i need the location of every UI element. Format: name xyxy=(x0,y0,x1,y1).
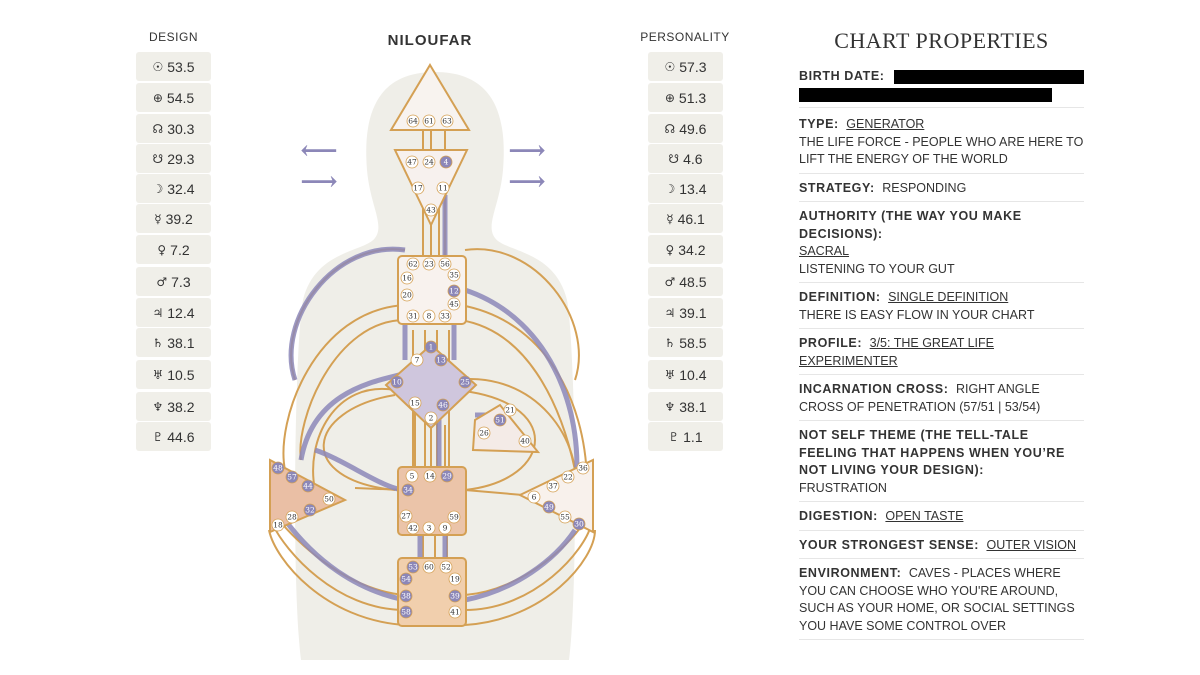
planet-row xyxy=(136,422,211,451)
gate-number: 12 xyxy=(449,286,459,296)
planet-value: 39.2 xyxy=(165,210,193,227)
planet-value: 58.5 xyxy=(679,334,707,351)
redacted-block xyxy=(894,70,1084,84)
gate-number: 20 xyxy=(402,290,412,300)
planet-row xyxy=(136,235,211,264)
incarnation-cross-label: INCARNATION CROSS: xyxy=(799,382,949,396)
strategy-value: RESPONDING xyxy=(882,180,967,195)
strategy-label: STRATEGY: xyxy=(799,180,875,195)
planet-row xyxy=(648,144,723,173)
gate-number: 45 xyxy=(449,299,459,309)
bodygraph xyxy=(255,20,615,660)
pluto-icon: ♇ xyxy=(668,429,680,444)
gate-number: 60 xyxy=(424,562,434,572)
profile-label: PROFILE: xyxy=(799,336,863,350)
environment-label: ENVIRONMENT: xyxy=(799,566,902,580)
sun-icon: ☉ xyxy=(664,59,676,74)
arrow-right-icon: ⟶ xyxy=(508,136,546,166)
planet-value: 38.1 xyxy=(679,398,707,415)
planet-value: 54.5 xyxy=(166,89,195,106)
gate-number: 33 xyxy=(440,311,450,321)
jupiter-icon: ♃ xyxy=(152,305,164,320)
definition-row xyxy=(799,283,1084,329)
gate-number: 28 xyxy=(287,512,297,522)
definition-description: THERE IS EASY FLOW IN YOUR CHART xyxy=(799,307,1035,322)
design-title: DESIGN xyxy=(148,30,198,44)
authority-link[interactable]: SACRAL xyxy=(799,244,850,258)
gate-number: 29 xyxy=(442,471,452,481)
gate-number: 49 xyxy=(544,502,554,512)
chart-properties-panel xyxy=(799,28,1084,640)
gate-number: 54 xyxy=(401,574,411,584)
planet-row xyxy=(648,392,723,421)
gate-number: 46 xyxy=(438,400,448,410)
jupiter-icon: ♃ xyxy=(664,305,676,320)
authority-label: AUTHORITY (THE WAY YOU MAKE DECISIONS): xyxy=(799,209,1022,241)
not-self-row xyxy=(799,421,1084,502)
gate-number: 25 xyxy=(460,377,470,387)
planet-value: 30.3 xyxy=(167,120,195,137)
earth-icon: ⊕ xyxy=(664,90,675,105)
planet-value: 34.2 xyxy=(678,241,706,258)
gate-number: 59 xyxy=(449,512,459,522)
planet-value: 1.1 xyxy=(683,428,703,445)
gate-number: 9 xyxy=(442,523,448,533)
not-self-value: FRUSTRATION xyxy=(799,480,887,495)
gate-number: 19 xyxy=(450,574,460,584)
planet-value: 48.5 xyxy=(679,273,707,290)
personality-title: PERSONALITY xyxy=(640,30,730,44)
birth-date-label: BIRTH DATE: xyxy=(799,69,885,83)
gate-number: 14 xyxy=(425,471,435,481)
digestion-label: DIGESTION: xyxy=(799,509,878,523)
gate-number: 51 xyxy=(495,415,505,425)
planet-value: 53.5 xyxy=(167,58,195,75)
type-row xyxy=(799,108,1084,174)
planet-row xyxy=(136,392,211,421)
gate-number: 23 xyxy=(424,259,434,269)
planet-row xyxy=(136,267,211,296)
gate-number: 43 xyxy=(426,205,436,215)
planet-row xyxy=(136,52,211,81)
planet-row xyxy=(648,83,723,112)
neptune-icon: ♆ xyxy=(664,399,676,414)
south-node-icon: ☋ xyxy=(668,151,680,166)
planet-value: 46.1 xyxy=(677,210,705,227)
gate-number: 55 xyxy=(560,512,570,522)
planet-value: 38.2 xyxy=(167,398,195,415)
not-self-label: NOT SELF THEME (THE TELL-TALE FEELING THAT HAPPENS WHEN YOU’RE NOT LIVING YOUR DESIGN): xyxy=(799,428,1065,477)
gate-number: 48 xyxy=(273,463,283,473)
gate-number: 39 xyxy=(450,591,460,601)
gate-number: 61 xyxy=(424,116,434,126)
gate-number: 58 xyxy=(401,607,411,617)
gate-number: 50 xyxy=(324,494,334,504)
planet-value: 32.4 xyxy=(167,180,195,197)
planet-row xyxy=(648,235,723,264)
sun-icon: ☉ xyxy=(152,59,164,74)
mercury-icon: ☿ xyxy=(154,211,162,226)
planet-row xyxy=(136,204,211,233)
gate-number: 30 xyxy=(574,519,584,529)
saturn-icon: ♄ xyxy=(152,335,164,350)
gate-number: 1 xyxy=(428,342,434,352)
planet-value: 10.4 xyxy=(679,366,707,383)
chart-properties-title: CHART PROPERTIES xyxy=(834,28,1049,53)
moon-icon: ☽ xyxy=(664,181,676,196)
planet-value: 39.1 xyxy=(679,304,707,321)
gate-number: 5 xyxy=(409,471,415,481)
planet-row xyxy=(648,174,723,203)
gate-number: 57 xyxy=(287,472,297,482)
planet-value: 44.6 xyxy=(167,428,195,445)
arrow-right-icon: ⟶ xyxy=(300,167,338,197)
type-link[interactable]: GENERATOR xyxy=(846,117,925,131)
redacted-block xyxy=(799,88,1052,102)
arrow-right-icon: ⟶ xyxy=(508,167,546,197)
planet-row xyxy=(648,52,723,81)
gate-number: 36 xyxy=(578,463,588,473)
planet-row xyxy=(648,328,723,357)
planet-value: 49.6 xyxy=(679,120,707,137)
type-description: THE LIFE FORCE - PEOPLE WHO ARE HERE TO LIFT THE ENERGY OF THE WORLD xyxy=(799,134,1084,166)
gate-number: 62 xyxy=(408,259,418,269)
gate-number: 15 xyxy=(410,398,420,408)
planet-row xyxy=(648,422,723,451)
gate-number: 32 xyxy=(305,505,315,515)
gate-number: 47 xyxy=(407,157,417,167)
environment-value: CAVES - PLACES WHERE YOU CAN CHOOSE WHO YOU'RE AROUND, SUCH AS YOUR HOME, OR SOCIAL SETTINGS YOU HAVE SOME CONTROL OVER xyxy=(799,566,1075,633)
planet-value: 13.4 xyxy=(679,180,707,197)
gate-number: 44 xyxy=(303,481,313,491)
gate-number: 64 xyxy=(408,116,418,126)
type-label: TYPE: xyxy=(799,117,839,131)
incarnation-cross-row xyxy=(799,375,1084,421)
mars-icon: ♂ xyxy=(664,274,676,289)
planet-row xyxy=(136,83,211,112)
digestion-link[interactable]: OPEN TASTE xyxy=(885,509,964,523)
planet-value: 51.3 xyxy=(678,89,707,106)
south-node-icon: ☋ xyxy=(152,151,164,166)
chart-name: NILOUFAR xyxy=(387,32,473,49)
gate-number: 10 xyxy=(392,377,402,387)
planet-value: 29.3 xyxy=(167,150,195,167)
gate-number: 21 xyxy=(505,405,515,415)
planet-value: 7.3 xyxy=(171,273,191,290)
earth-icon: ⊕ xyxy=(152,90,163,105)
mercury-icon: ☿ xyxy=(666,211,674,226)
saturn-icon: ♄ xyxy=(664,335,676,350)
gate-number: 38 xyxy=(401,591,411,601)
gate-number: 56 xyxy=(440,259,450,269)
gate-number: 11 xyxy=(438,183,448,193)
planet-row xyxy=(136,114,211,143)
gate-number: 4 xyxy=(443,157,449,167)
gate-number: 7 xyxy=(414,355,420,365)
mars-icon: ♂ xyxy=(156,274,168,289)
profile-link[interactable]: 3/5: THE GREAT LIFE EXPERIMENTER xyxy=(799,336,994,368)
definition-label: DEFINITION: xyxy=(799,290,881,304)
gate-number: 37 xyxy=(548,481,558,491)
gate-number: 18 xyxy=(273,520,283,530)
gate-number: 41 xyxy=(450,607,460,617)
gate-number: 31 xyxy=(408,311,418,321)
planet-row xyxy=(136,360,211,389)
gate-number: 40 xyxy=(520,436,530,446)
gate-number: 42 xyxy=(408,523,418,533)
gate-number: 52 xyxy=(441,562,451,572)
birth-date-row xyxy=(799,62,1084,108)
planet-row xyxy=(136,298,211,327)
gate-number: 63 xyxy=(442,116,452,126)
digestion-row xyxy=(799,502,1084,531)
gate-number: 3 xyxy=(426,523,432,533)
gate-number: 27 xyxy=(401,511,411,521)
gate-number: 16 xyxy=(402,273,412,283)
uranus-icon: ♅ xyxy=(664,367,676,382)
planet-value: 12.4 xyxy=(167,304,195,321)
planet-value: 57.3 xyxy=(679,58,707,75)
incarnation-cross-value: RIGHT ANGLE CROSS OF PENETRATION (57/51 | 53/54) xyxy=(799,382,1041,414)
gate-number: 6 xyxy=(531,492,537,502)
gate-number: 34 xyxy=(403,485,413,495)
gate-number: 8 xyxy=(426,311,432,321)
planet-row xyxy=(648,114,723,143)
gate-number: 26 xyxy=(479,428,489,438)
planet-row xyxy=(648,267,723,296)
planet-value: 10.5 xyxy=(167,366,195,383)
planet-row xyxy=(648,298,723,327)
authority-row xyxy=(799,202,1084,283)
planet-row xyxy=(136,328,211,357)
gate-number: 22 xyxy=(563,472,573,482)
strongest-sense-link[interactable]: OUTER VISION xyxy=(986,537,1077,552)
gate-number: 35 xyxy=(449,270,459,280)
planet-row xyxy=(136,144,211,173)
gate-number: 53 xyxy=(408,562,418,572)
planet-value: 7.2 xyxy=(170,241,190,258)
environment-row xyxy=(799,559,1084,640)
gate-number: 13 xyxy=(436,355,446,365)
planet-row xyxy=(136,174,211,203)
strategy-row xyxy=(799,174,1084,203)
strongest-sense-row xyxy=(799,531,1084,560)
neptune-icon: ♆ xyxy=(152,399,164,414)
planet-value: 38.1 xyxy=(167,334,195,351)
venus-icon: ♀ xyxy=(157,242,167,257)
north-node-icon: ☊ xyxy=(664,121,676,136)
north-node-icon: ☊ xyxy=(152,121,164,136)
planet-row xyxy=(648,204,723,233)
uranus-icon: ♅ xyxy=(152,367,164,382)
arrow-left-icon: ⟵ xyxy=(300,136,338,166)
definition-link[interactable]: SINGLE DEFINITION xyxy=(888,290,1009,304)
pluto-icon: ♇ xyxy=(152,429,164,444)
strongest-sense-label: YOUR STRONGEST SENSE: xyxy=(799,537,979,552)
venus-icon: ♀ xyxy=(665,242,675,257)
planet-value: 4.6 xyxy=(683,150,703,167)
gate-number: 17 xyxy=(413,183,423,193)
authority-description: LISTENING TO YOUR GUT xyxy=(799,261,955,276)
planet-row xyxy=(648,360,723,389)
gate-number: 2 xyxy=(428,413,434,423)
moon-icon: ☽ xyxy=(152,181,164,196)
gate-number: 24 xyxy=(424,157,434,167)
profile-row xyxy=(799,329,1084,375)
